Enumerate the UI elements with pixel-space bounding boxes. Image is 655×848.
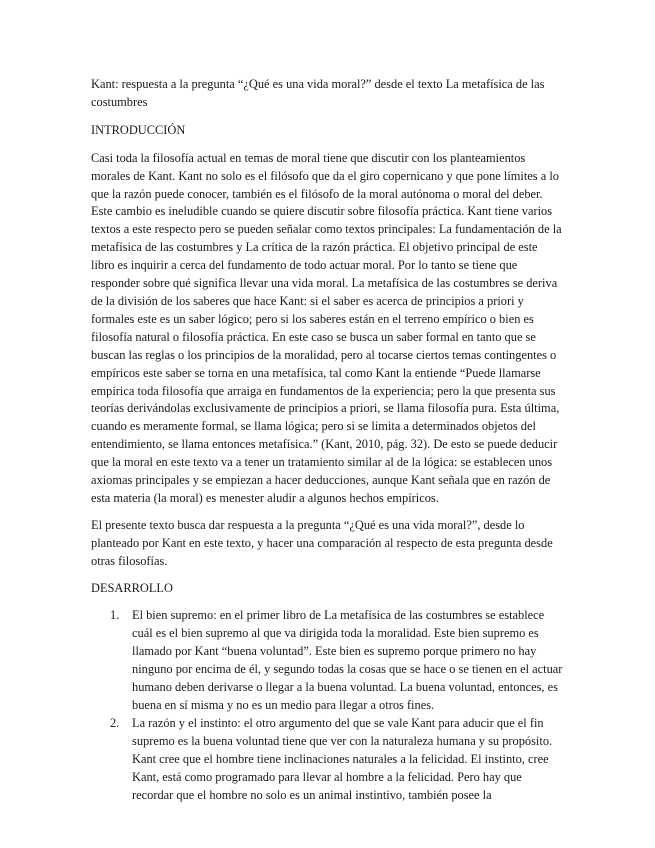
- list-item-number: 2.: [110, 715, 120, 730]
- list-item-text: El bien supremo: en el primer libro de La metafísica de las costumbres se establece cuál es el bien supremo al que va dirigida toda la moralidad. Este bien supremo es llamado por Kant “buena voluntad”. Este bien es supremo porque primero no hay ninguno por encima de él, y segundo todas la cosas que se hace o se tienen en el actuar humano deben derivarse o llegar a la buena voluntad. La buena voluntad, entonces, es buena en sí misma y no es un medio para llegar a otros fines.: [132, 608, 563, 712]
- section-heading-desarrollo: DESARROLLO: [91, 580, 173, 595]
- intro-paragraph-2: El presente texto busca dar respuesta a la pregunta “¿Qué es una vida moral?”, desde lo planteado por Kant en este texto, y hacer una comparación al respecto de esta pregunta desde otras filosofías.: [91, 517, 553, 568]
- list-item: [91, 607, 564, 714]
- intro-paragraph-1: Casi toda la filosofía actual en temas de moral tiene que discutir con los planteamientos morales de Kant. Kant no solo es el filósofo que da el giro copernicano y que pone límites a lo que la razón puede conocer, también es el filósofo de la moral autónoma o moral del deber. Este cambio es ineludible cuando se quiere discutir sobre filosofía práctica. Kant tiene varios textos a este respecto pero se pueden señalar como textos principales: La fundamentación de la metafísica de las costumbres y La crítica de la razón práctica. El objetivo principal de este libro es inquirir a cerca del fundamento de todo actuar moral. Por lo tanto se tiene que responder sobre qué significa llevar una vida moral. La metafísica de las costumbres se deriva de la división de los saberes que hace Kant: si el saber es acerca de principios a priori y formales este es un saber lógico; pero si los saberes están en el terreno empírico o bien es filosofía natural o filosofía práctica. En este caso se busca un saber formal en tanto que se buscan las reglas o los principios de la moralidad, pero al tocarse ciertos temas contingentes o empíricos este saber se torna en una metafísica, tal como Kant la entiende “Puede llamarse empírica toda filosofía que arraiga en fundamentos de la experiencia; pero la que presenta sus teorías derivándolas exclusivamente de principios a priori, se llama filosofía pura. Esta última, cuando es meramente formal, se llama lógica; pero si se limita a determinados objetos del entendimiento, se llama entonces metafísica.” (Kant, 2010, pág. 32). De esto se puede deducir que la moral en este texto va a tener un tratamiento similar al de la lógica: se establecen unos axiomas principales y se empiezan a hacer deducciones, aunque Kant señala que en razón de esta materia (la moral) es menester aludir a algunos hechos empíricos.: [91, 150, 562, 505]
- list-item: [91, 715, 564, 805]
- section-heading-introduccion: INTRODUCCIÓN: [91, 122, 186, 137]
- list-item-text: La razón y el instinto: el otro argumento del que se vale Kant para aducir que el fin supremo es la buena voluntad tiene que ver con la naturaleza humana y su propósito. Kant cree que el hombre tiene inclinaciones naturales a la felicidad. El instinto, cree Kant, está como programado para llevar al hombre a la felicidad. Pero hay que recordar que el hombre no solo es un animal instintivo, también posee la: [132, 715, 553, 802]
- document-title: Kant: respuesta a la pregunta “¿Qué es una vida moral?” desde el texto La metafísica de las costumbres: [91, 77, 545, 109]
- desarrollo-list: [91, 607, 564, 804]
- list-item-number: 1.: [110, 608, 120, 623]
- document-page: [91, 76, 564, 804]
